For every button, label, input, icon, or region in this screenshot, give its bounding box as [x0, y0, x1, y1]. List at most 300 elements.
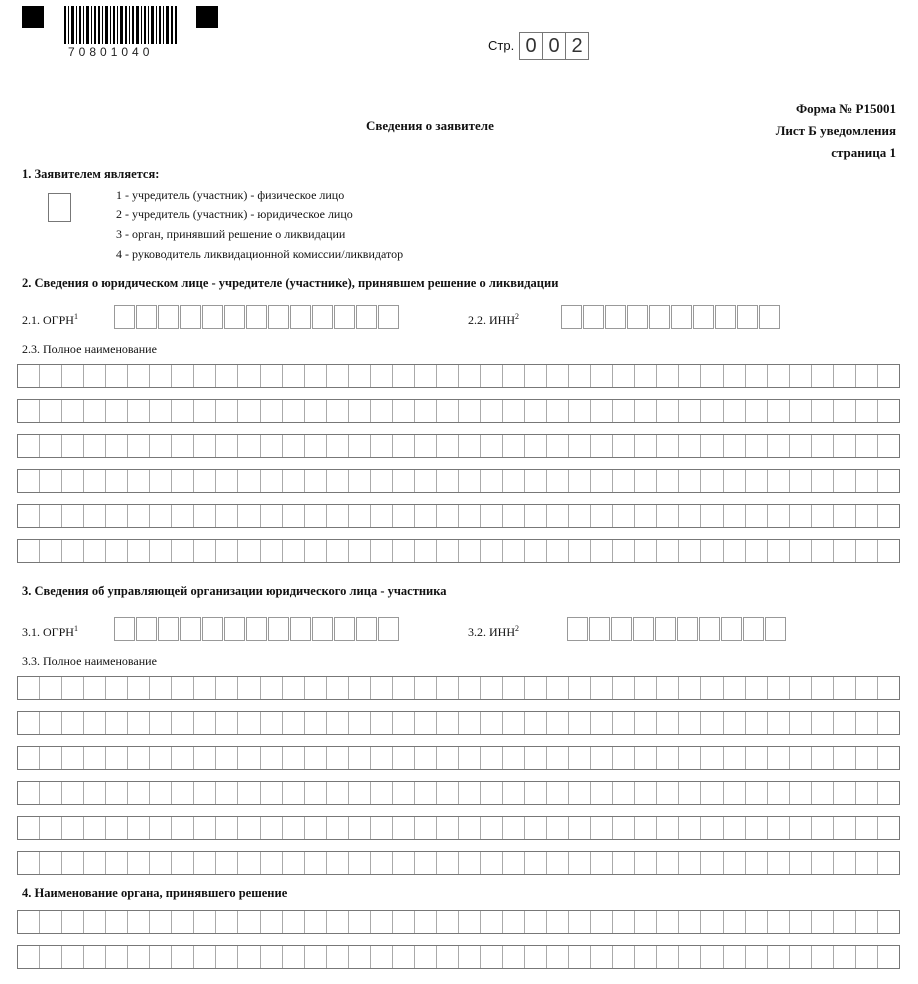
grid-cell[interactable] [591, 712, 613, 734]
grid-cell[interactable] [503, 365, 525, 387]
grid-cell[interactable] [40, 505, 62, 527]
grid-cell[interactable] [790, 435, 812, 457]
grid-cell[interactable] [106, 540, 128, 562]
grid-cell[interactable] [547, 677, 569, 699]
grid-cell[interactable] [481, 712, 503, 734]
grid-cell[interactable] [701, 400, 723, 422]
input-cell[interactable] [334, 617, 355, 641]
grid-cell[interactable] [503, 712, 525, 734]
grid-cell[interactable] [481, 677, 503, 699]
applicant-type-box[interactable] [48, 193, 71, 222]
grid-cell[interactable] [393, 540, 415, 562]
grid-cell[interactable] [635, 852, 657, 874]
grid-cell[interactable] [283, 400, 305, 422]
grid-cell[interactable] [283, 782, 305, 804]
grid-cell[interactable] [569, 817, 591, 839]
grid-cell[interactable] [679, 677, 701, 699]
grid-cell[interactable] [613, 817, 635, 839]
input-cell[interactable] [611, 617, 632, 641]
grid-cell[interactable] [62, 400, 84, 422]
grid-cell[interactable] [635, 505, 657, 527]
grid-cell[interactable] [128, 852, 150, 874]
grid-cell[interactable] [591, 677, 613, 699]
grid-cell[interactable] [84, 540, 106, 562]
input-cell[interactable] [561, 305, 582, 329]
grid-cell[interactable] [481, 505, 503, 527]
grid-cell[interactable] [437, 400, 459, 422]
inn-input-2[interactable] [561, 305, 781, 329]
grid-cell[interactable] [150, 852, 172, 874]
grid-cell[interactable] [172, 782, 194, 804]
grid-cell[interactable] [437, 470, 459, 492]
grid-cell[interactable] [84, 747, 106, 769]
grid-cell[interactable] [283, 817, 305, 839]
grid-cell[interactable] [790, 747, 812, 769]
grid-cell[interactable] [371, 365, 393, 387]
grid-cell[interactable] [216, 911, 238, 933]
grid-cell[interactable] [62, 946, 84, 968]
grid-cell[interactable] [106, 747, 128, 769]
grid-cell[interactable] [613, 911, 635, 933]
grid-cell[interactable] [459, 817, 481, 839]
grid-cell[interactable] [194, 365, 216, 387]
grid-cell[interactable] [746, 470, 768, 492]
grid-cell[interactable] [768, 365, 790, 387]
input-cell[interactable] [158, 617, 179, 641]
grid-cell[interactable] [349, 946, 371, 968]
grid-cell[interactable] [635, 817, 657, 839]
grid-cell[interactable] [635, 470, 657, 492]
grid-cell[interactable] [371, 677, 393, 699]
grid-cell[interactable] [547, 712, 569, 734]
grid-cell[interactable] [547, 435, 569, 457]
grid-cell[interactable] [172, 911, 194, 933]
grid-cell[interactable] [746, 435, 768, 457]
grid-cell[interactable] [40, 365, 62, 387]
grid-row[interactable] [17, 945, 900, 969]
grid-cell[interactable] [238, 712, 260, 734]
grid-cell[interactable] [481, 852, 503, 874]
grid-cell[interactable] [261, 470, 283, 492]
grid-cell[interactable] [812, 911, 834, 933]
grid-cell[interactable] [459, 435, 481, 457]
input-cell[interactable] [136, 617, 157, 641]
grid-cell[interactable] [679, 435, 701, 457]
grid-cell[interactable] [437, 852, 459, 874]
grid-cell[interactable] [283, 946, 305, 968]
grid-cell[interactable] [657, 365, 679, 387]
grid-row[interactable] [17, 851, 900, 875]
ogrn-input-3[interactable] [114, 617, 400, 641]
grid-cell[interactable] [613, 782, 635, 804]
grid-cell[interactable] [812, 946, 834, 968]
grid-cell[interactable] [679, 852, 701, 874]
grid-cell[interactable] [812, 782, 834, 804]
grid-cell[interactable] [216, 540, 238, 562]
grid-row[interactable] [17, 504, 900, 528]
input-cell[interactable] [605, 305, 626, 329]
grid-cell[interactable] [238, 470, 260, 492]
input-cell[interactable] [268, 305, 289, 329]
grid-cell[interactable] [238, 946, 260, 968]
grid-cell[interactable] [18, 946, 40, 968]
grid-cell[interactable] [503, 782, 525, 804]
grid-cell[interactable] [503, 400, 525, 422]
grid-cell[interactable] [128, 540, 150, 562]
grid-row[interactable] [17, 816, 900, 840]
grid-cell[interactable] [128, 782, 150, 804]
input-cell[interactable] [737, 305, 758, 329]
grid-row[interactable] [17, 364, 900, 388]
grid-cell[interactable] [724, 747, 746, 769]
grid-cell[interactable] [437, 712, 459, 734]
grid-cell[interactable] [371, 435, 393, 457]
grid-cell[interactable] [834, 470, 856, 492]
input-cell[interactable] [378, 305, 399, 329]
grid-cell[interactable] [371, 852, 393, 874]
grid-cell[interactable] [591, 505, 613, 527]
grid-cell[interactable] [547, 747, 569, 769]
grid-cell[interactable] [128, 400, 150, 422]
input-cell[interactable] [583, 305, 604, 329]
grid-cell[interactable] [172, 400, 194, 422]
grid-cell[interactable] [481, 747, 503, 769]
grid-cell[interactable] [503, 540, 525, 562]
input-cell[interactable] [180, 305, 201, 329]
grid-cell[interactable] [724, 782, 746, 804]
grid-cell[interactable] [349, 540, 371, 562]
grid-cell[interactable] [834, 817, 856, 839]
grid-cell[interactable] [128, 435, 150, 457]
grid-cell[interactable] [459, 946, 481, 968]
grid-cell[interactable] [768, 540, 790, 562]
grid-cell[interactable] [216, 435, 238, 457]
grid-cell[interactable] [724, 852, 746, 874]
grid-cell[interactable] [746, 540, 768, 562]
grid-cell[interactable] [106, 782, 128, 804]
grid-cell[interactable] [172, 365, 194, 387]
grid-cell[interactable] [393, 365, 415, 387]
grid-cell[interactable] [305, 677, 327, 699]
grid-cell[interactable] [216, 946, 238, 968]
grid-cell[interactable] [812, 817, 834, 839]
input-cell[interactable] [246, 617, 267, 641]
input-cell[interactable] [136, 305, 157, 329]
grid-cell[interactable] [128, 712, 150, 734]
grid-cell[interactable] [812, 365, 834, 387]
grid-cell[interactable] [216, 782, 238, 804]
grid-cell[interactable] [84, 712, 106, 734]
grid-cell[interactable] [701, 946, 723, 968]
grid-cell[interactable] [834, 712, 856, 734]
grid-cell[interactable] [591, 435, 613, 457]
grid-cell[interactable] [18, 435, 40, 457]
grid-cell[interactable] [393, 946, 415, 968]
grid-cell[interactable] [547, 852, 569, 874]
grid-cell[interactable] [525, 782, 547, 804]
grid-cell[interactable] [701, 540, 723, 562]
grid-cell[interactable] [238, 540, 260, 562]
grid-cell[interactable] [172, 817, 194, 839]
grid-cell[interactable] [327, 470, 349, 492]
grid-cell[interactable] [437, 365, 459, 387]
grid-cell[interactable] [415, 946, 437, 968]
grid-cell[interactable] [415, 540, 437, 562]
grid-cell[interactable] [40, 817, 62, 839]
grid-cell[interactable] [459, 505, 481, 527]
grid-cell[interactable] [84, 505, 106, 527]
grid-cell[interactable] [635, 946, 657, 968]
grid-cell[interactable] [856, 782, 878, 804]
grid-cell[interactable] [283, 470, 305, 492]
grid-cell[interactable] [834, 400, 856, 422]
grid-row[interactable] [17, 711, 900, 735]
grid-cell[interactable] [327, 817, 349, 839]
grid-cell[interactable] [305, 540, 327, 562]
input-cell[interactable] [633, 617, 654, 641]
grid-cell[interactable] [349, 435, 371, 457]
grid-cell[interactable] [40, 747, 62, 769]
grid-cell[interactable] [216, 505, 238, 527]
grid-cell[interactable] [18, 911, 40, 933]
input-cell[interactable] [671, 305, 692, 329]
grid-cell[interactable] [194, 400, 216, 422]
grid-cell[interactable] [371, 540, 393, 562]
grid-cell[interactable] [305, 505, 327, 527]
grid-cell[interactable] [84, 400, 106, 422]
grid-cell[interactable] [327, 911, 349, 933]
grid-cell[interactable] [349, 747, 371, 769]
grid-cell[interactable] [238, 435, 260, 457]
grid-cell[interactable] [216, 852, 238, 874]
grid-cell[interactable] [150, 540, 172, 562]
grid-cell[interactable] [724, 470, 746, 492]
grid-cell[interactable] [393, 712, 415, 734]
grid-cell[interactable] [591, 946, 613, 968]
grid-cell[interactable] [878, 365, 899, 387]
grid-row[interactable] [17, 746, 900, 770]
grid-cell[interactable] [481, 365, 503, 387]
grid-cell[interactable] [393, 747, 415, 769]
grid-cell[interactable] [261, 540, 283, 562]
grid-cell[interactable] [724, 365, 746, 387]
grid-cell[interactable] [393, 911, 415, 933]
grid-cell[interactable] [172, 677, 194, 699]
grid-cell[interactable] [768, 435, 790, 457]
grid-cell[interactable] [613, 365, 635, 387]
grid-cell[interactable] [84, 911, 106, 933]
grid-cell[interactable] [834, 852, 856, 874]
grid-cell[interactable] [724, 946, 746, 968]
grid-cell[interactable] [812, 677, 834, 699]
grid-cell[interactable] [547, 505, 569, 527]
grid-cell[interactable] [459, 365, 481, 387]
grid-cell[interactable] [172, 435, 194, 457]
grid-cell[interactable] [635, 540, 657, 562]
grid-cell[interactable] [305, 435, 327, 457]
grid-cell[interactable] [746, 817, 768, 839]
grid-cell[interactable] [194, 540, 216, 562]
input-cell[interactable] [114, 617, 135, 641]
grid-cell[interactable] [305, 470, 327, 492]
grid-cell[interactable] [679, 470, 701, 492]
grid-cell[interactable] [812, 747, 834, 769]
grid-cell[interactable] [724, 400, 746, 422]
grid-cell[interactable] [194, 852, 216, 874]
grid-cell[interactable] [878, 911, 899, 933]
grid-cell[interactable] [547, 470, 569, 492]
grid-cell[interactable] [481, 911, 503, 933]
grid-cell[interactable] [856, 712, 878, 734]
grid-cell[interactable] [194, 817, 216, 839]
grid-cell[interactable] [812, 540, 834, 562]
grid-cell[interactable] [415, 817, 437, 839]
grid-cell[interactable] [437, 677, 459, 699]
grid-cell[interactable] [261, 400, 283, 422]
grid-cell[interactable] [459, 470, 481, 492]
grid-cell[interactable] [194, 505, 216, 527]
grid-cell[interactable] [525, 817, 547, 839]
grid-cell[interactable] [768, 677, 790, 699]
grid-cell[interactable] [415, 435, 437, 457]
grid-cell[interactable] [62, 677, 84, 699]
grid-cell[interactable] [327, 852, 349, 874]
grid-cell[interactable] [503, 435, 525, 457]
grid-cell[interactable] [305, 946, 327, 968]
grid-cell[interactable] [878, 470, 899, 492]
grid-cell[interactable] [261, 712, 283, 734]
grid-cell[interactable] [437, 782, 459, 804]
grid-cell[interactable] [878, 852, 899, 874]
grid-cell[interactable] [216, 470, 238, 492]
grid-cell[interactable] [393, 782, 415, 804]
input-cell[interactable] [356, 617, 377, 641]
input-cell[interactable] [627, 305, 648, 329]
grid-cell[interactable] [238, 505, 260, 527]
input-cell[interactable] [224, 305, 245, 329]
grid-row[interactable] [17, 399, 900, 423]
grid-cell[interactable] [327, 946, 349, 968]
grid-cell[interactable] [172, 470, 194, 492]
grid-cell[interactable] [657, 911, 679, 933]
grid-cell[interactable] [62, 365, 84, 387]
input-cell[interactable] [202, 617, 223, 641]
input-cell[interactable] [649, 305, 670, 329]
grid-cell[interactable] [790, 677, 812, 699]
grid-cell[interactable] [547, 817, 569, 839]
grid-cell[interactable] [106, 911, 128, 933]
grid-cell[interactable] [305, 782, 327, 804]
input-cell[interactable] [290, 305, 311, 329]
grid-row[interactable] [17, 781, 900, 805]
input-cell[interactable] [202, 305, 223, 329]
grid-cell[interactable] [459, 747, 481, 769]
grid-cell[interactable] [327, 782, 349, 804]
grid-cell[interactable] [194, 470, 216, 492]
grid-cell[interactable] [84, 817, 106, 839]
grid-cell[interactable] [724, 817, 746, 839]
grid-cell[interactable] [481, 782, 503, 804]
grid-cell[interactable] [679, 540, 701, 562]
input-cell[interactable] [158, 305, 179, 329]
grid-cell[interactable] [856, 677, 878, 699]
grid-cell[interactable] [393, 400, 415, 422]
input-cell[interactable] [378, 617, 399, 641]
grid-cell[interactable] [657, 712, 679, 734]
grid-cell[interactable] [216, 712, 238, 734]
grid-cell[interactable] [525, 400, 547, 422]
ogrn-input-2[interactable] [114, 305, 400, 329]
grid-cell[interactable] [40, 946, 62, 968]
input-cell[interactable] [589, 617, 610, 641]
grid-cell[interactable] [283, 911, 305, 933]
grid-cell[interactable] [40, 540, 62, 562]
grid-cell[interactable] [701, 911, 723, 933]
grid-cell[interactable] [62, 505, 84, 527]
grid-cell[interactable] [238, 852, 260, 874]
grid-cell[interactable] [216, 817, 238, 839]
grid-cell[interactable] [150, 946, 172, 968]
input-cell[interactable] [765, 617, 786, 641]
grid-cell[interactable] [679, 782, 701, 804]
grid-cell[interactable] [746, 852, 768, 874]
grid-cell[interactable] [216, 400, 238, 422]
grid-cell[interactable] [437, 911, 459, 933]
grid-cell[interactable] [768, 400, 790, 422]
grid-cell[interactable] [591, 852, 613, 874]
grid-cell[interactable] [349, 365, 371, 387]
grid-cell[interactable] [172, 712, 194, 734]
grid-cell[interactable] [194, 435, 216, 457]
grid-cell[interactable] [525, 470, 547, 492]
grid-cell[interactable] [635, 365, 657, 387]
grid-cell[interactable] [878, 712, 899, 734]
grid-cell[interactable] [547, 540, 569, 562]
grid-cell[interactable] [283, 747, 305, 769]
grid-cell[interactable] [238, 400, 260, 422]
grid-cell[interactable] [701, 817, 723, 839]
grid-cell[interactable] [40, 677, 62, 699]
grid-cell[interactable] [768, 505, 790, 527]
grid-cell[interactable] [834, 946, 856, 968]
grid-cell[interactable] [790, 505, 812, 527]
grid-cell[interactable] [635, 435, 657, 457]
grid-cell[interactable] [18, 540, 40, 562]
grid-cell[interactable] [106, 712, 128, 734]
grid-cell[interactable] [238, 817, 260, 839]
grid-cell[interactable] [128, 817, 150, 839]
grid-cell[interactable] [790, 365, 812, 387]
grid-cell[interactable] [437, 435, 459, 457]
grid-cell[interactable] [657, 400, 679, 422]
grid-cell[interactable] [746, 365, 768, 387]
grid-cell[interactable] [701, 782, 723, 804]
grid-cell[interactable] [238, 677, 260, 699]
grid-cell[interactable] [40, 852, 62, 874]
grid-cell[interactable] [62, 540, 84, 562]
grid-cell[interactable] [878, 782, 899, 804]
grid-cell[interactable] [856, 365, 878, 387]
input-cell[interactable] [715, 305, 736, 329]
grid-cell[interactable] [106, 817, 128, 839]
grid-cell[interactable] [856, 817, 878, 839]
grid-cell[interactable] [62, 852, 84, 874]
grid-cell[interactable] [635, 677, 657, 699]
grid-cell[interactable] [128, 911, 150, 933]
grid-cell[interactable] [679, 712, 701, 734]
input-cell[interactable] [114, 305, 135, 329]
grid-cell[interactable] [437, 946, 459, 968]
